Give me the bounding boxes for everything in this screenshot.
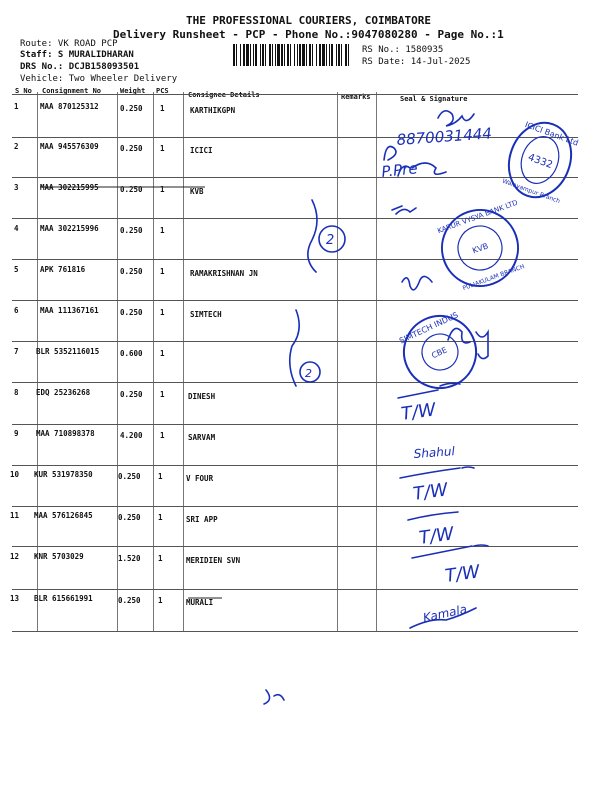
row-consignee: KARTHIKGPN [190, 106, 236, 115]
handwritten-mark: T/W [411, 479, 450, 505]
vehicle-label: Vehicle: Two Wheeler Delivery [20, 74, 178, 84]
signature-mark [408, 512, 458, 520]
row-consignee: ICICI [190, 146, 213, 155]
row-weight: 4.200 [120, 431, 143, 440]
stamp-text: KVB [471, 241, 490, 256]
row-sno: 1 [14, 102, 19, 111]
row-pcs: 1 [158, 472, 163, 481]
row-weight: 0.250 [120, 104, 143, 113]
row-weight: 0.250 [118, 472, 141, 481]
col-sno: S No [15, 87, 32, 95]
row-pcs: 1 [158, 596, 163, 605]
row-consignment: MAA 710898378 [36, 429, 95, 438]
row-pcs: 1 [160, 431, 165, 440]
row-consignee: KVB [190, 187, 204, 196]
icici-stamp [499, 114, 584, 207]
row-weight: 0.600 [120, 349, 143, 358]
row-pcs: 1 [158, 554, 163, 563]
row-pcs: 1 [160, 349, 165, 358]
signature-mark [402, 276, 432, 289]
staff-label: Staff: S MURALIDHARAN [20, 50, 134, 60]
handwritten-mark: T/W [443, 561, 482, 587]
row-sno: 8 [14, 388, 19, 397]
row-pcs: 1 [158, 513, 163, 522]
stamp-text: ICICI Bank Ltd [523, 120, 580, 148]
col-pcs: PCS [156, 87, 169, 95]
row-consignee: V FOUR [186, 474, 214, 483]
row-sno: 4 [14, 224, 19, 233]
row-consignee: SIMTECH [190, 310, 222, 319]
row-weight: 0.250 [120, 185, 143, 194]
col-consignment: Consignment No [42, 87, 102, 95]
row-sno: 5 [14, 265, 19, 274]
runsheet-subtitle: Delivery Runsheet - PCP - Phone No.:9047080280 - Page No.:1 [113, 28, 504, 41]
row-consignee: DINESH [188, 392, 216, 401]
row-consignee: SRI APP [186, 515, 218, 524]
row-sno: 12 [10, 552, 20, 561]
signature-mark [448, 328, 488, 358]
row-consignment: MAA 576126845 [34, 511, 93, 520]
row-sno: 6 [14, 306, 19, 315]
handwritten-mark: T/W [399, 399, 438, 425]
handwritten-name: P.Pre [380, 159, 419, 181]
signature-mark [400, 467, 474, 478]
drs-label: DRS No.: DCJB158093501 [20, 62, 140, 72]
row-consignment: MAA 302215996 [40, 224, 99, 233]
row-weight: 0.250 [118, 513, 141, 522]
row-consignment: MAA 111367161 [40, 306, 99, 315]
stamp-text: SIMTECH INDUS [397, 310, 460, 346]
row-weight: 0.250 [120, 308, 143, 317]
col-seal-signature: Seal & Signature [400, 95, 468, 103]
handwritten-mark: T/W [417, 523, 456, 549]
row-sno: 9 [14, 429, 19, 438]
stamp-text: PULIAKULAM BRANCH [461, 263, 526, 293]
row-sno: 13 [10, 594, 20, 603]
col-remarks: Remarks [341, 93, 371, 101]
row-consignment: BLR 5352116015 [36, 347, 100, 356]
row-weight: 0.250 [120, 390, 143, 399]
row-sno: 10 [10, 470, 20, 479]
row-consignment: KNR 5703029 [34, 552, 84, 561]
signature-mark [438, 111, 474, 126]
row-consignment: EDQ 25236268 [36, 388, 91, 397]
row-consignment: MAA 870125312 [40, 102, 99, 111]
row-consignment: MAA 302215995 [40, 183, 99, 192]
route-label: Route: VK ROAD PCP [20, 39, 118, 49]
row-pcs: 1 [160, 226, 165, 235]
row-pcs: 1 [160, 144, 165, 153]
row-pcs: 1 [160, 104, 165, 113]
row-weight: 0.250 [120, 267, 143, 276]
stamp-text: Walayampur Branch [501, 177, 561, 206]
row-sno: 3 [14, 183, 19, 192]
circle-mark-text: 2 [326, 233, 335, 248]
rs-date: RS Date: 14-Jul-2025 [362, 57, 471, 67]
row-consignment: KUR 531978350 [34, 470, 93, 479]
handwritten-name: Shahul [413, 444, 456, 461]
col-weight: Weight [120, 87, 146, 95]
row-pcs: 1 [160, 185, 165, 194]
row-consignment: APK 761816 [40, 265, 86, 274]
stamp-text: CBE [430, 345, 449, 361]
brace-mark [308, 200, 317, 272]
company-title: THE PROFESSIONAL COURIERS, COIMBATORE [186, 14, 432, 27]
row-consignment: MAA 945576309 [40, 142, 99, 151]
row-pcs: 1 [160, 308, 165, 317]
row-consignee: RAMAKRISHNAN JN [190, 269, 258, 278]
row-weight: 1.520 [118, 554, 141, 563]
stamp-text: KARUR VYSYA BANK LTD [436, 198, 519, 236]
row-weight: 0.250 [120, 144, 143, 153]
col-consignee: Consignee Details [188, 91, 260, 99]
row-pcs: 1 [160, 267, 165, 276]
row-consignee: MURALI [186, 598, 214, 607]
circle-mark-text: 2 [305, 367, 312, 380]
row-weight: 0.250 [118, 596, 141, 605]
signature-mark [264, 690, 284, 704]
kvb-stamp [431, 195, 540, 297]
row-consignee: SARVAM [188, 433, 216, 442]
rs-number: RS No.: 1580935 [362, 45, 444, 55]
handwritten-phone: 8870031444 [396, 124, 493, 149]
row-sno: 2 [14, 142, 19, 151]
row-weight: 0.250 [120, 226, 143, 235]
row-sno: 11 [10, 511, 20, 520]
handwritten-name: Kamala [421, 601, 469, 625]
row-pcs: 1 [160, 390, 165, 399]
row-consignment: BLR 615661991 [34, 594, 93, 603]
signature-mark [392, 206, 416, 214]
row-sno: 7 [14, 347, 19, 356]
stamp-text: 4332 [526, 152, 555, 172]
row-consignee: MERIDIEN SVN [186, 556, 241, 565]
brace-mark [290, 310, 299, 386]
